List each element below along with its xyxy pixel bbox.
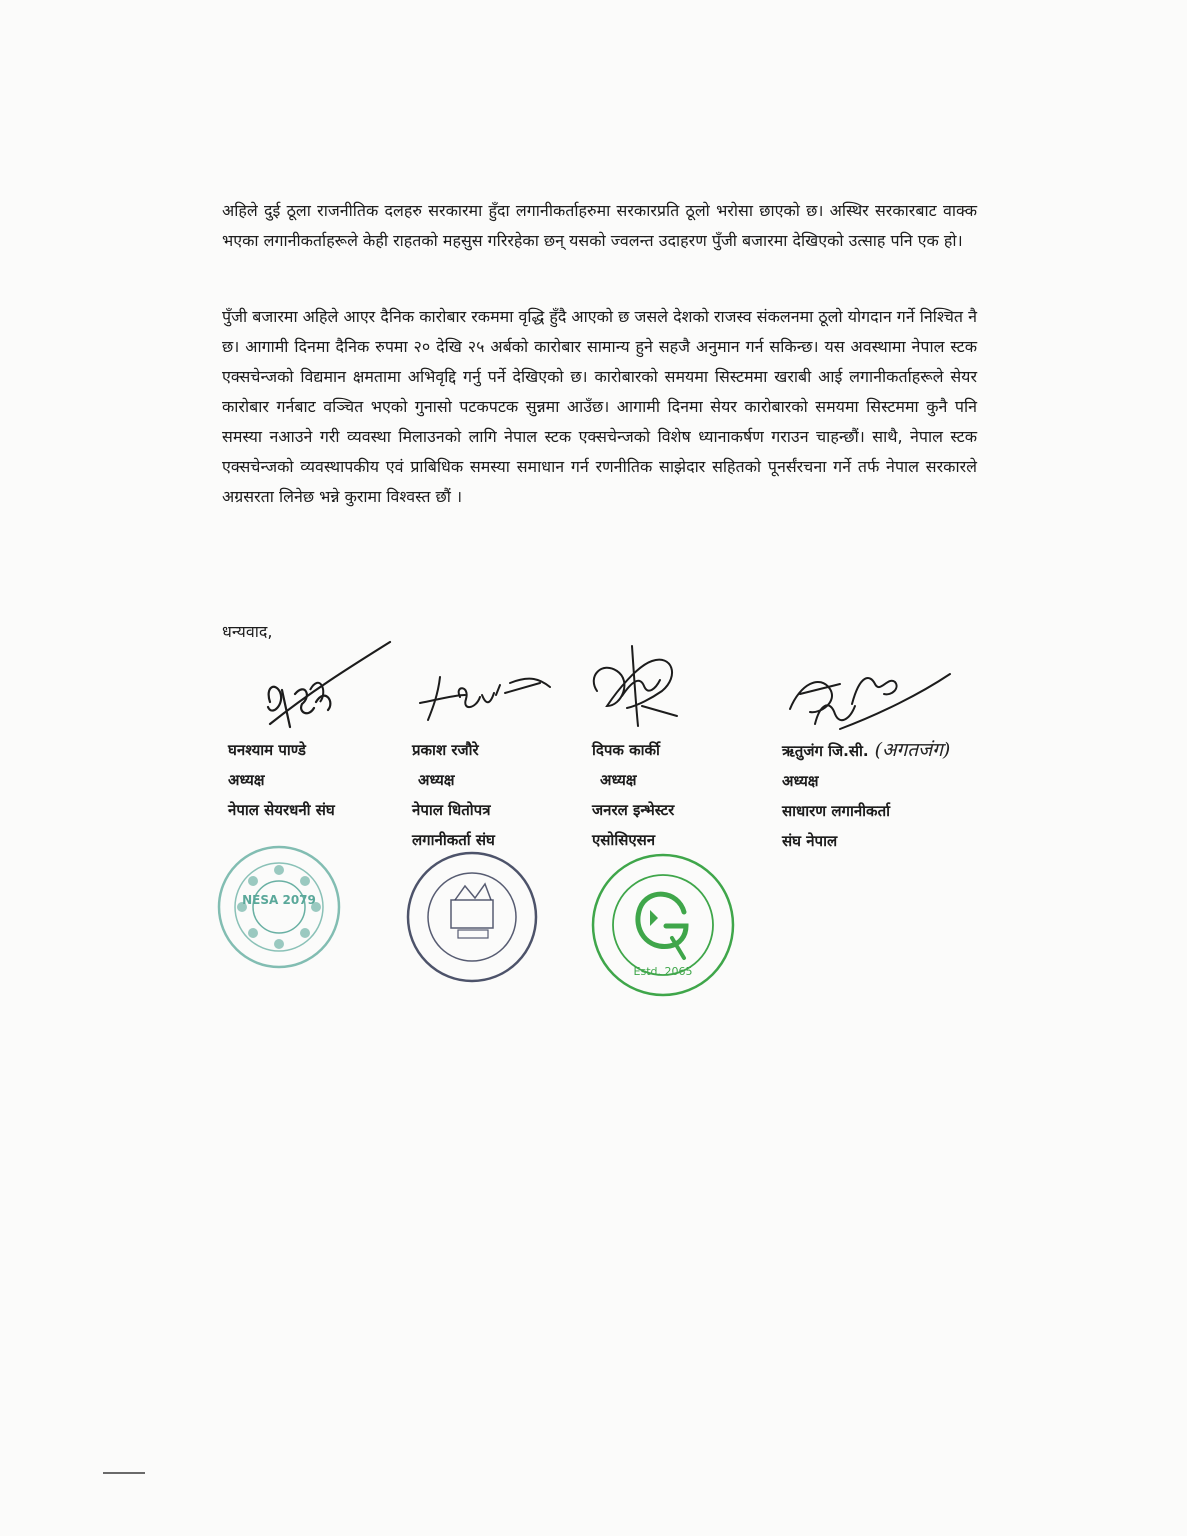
signatory-block-1 <box>228 735 335 825</box>
signatory-block-3 <box>592 735 674 855</box>
footer-rule <box>103 1472 145 1474</box>
signatory-org: लगानीकर्ता संघ <box>412 831 495 849</box>
closing-text: धन्यवाद, <box>222 622 273 641</box>
signature-1 <box>250 632 400 742</box>
signatory-title: अध्यक्ष <box>600 771 637 789</box>
seal-general-investors <box>588 850 738 1000</box>
signature-3 <box>582 636 692 736</box>
signatory-name: दिपक कार्की <box>592 741 660 759</box>
seal-nesa <box>214 842 344 972</box>
signatory-block-2 <box>412 735 495 855</box>
seal-nepal-securities-investors <box>403 848 541 986</box>
paragraph-1: अहिले दुई ठूला राजनीतिक दलहरु सरकारमा हुँदा लगानीकर्ताहरुमा सरकारप्रति ठूलो भरोसा छाएको छ। अस्थिर सरकारबाट वाक्क भएका लगानीकर्ताहरूले केही राहतको महसुस गरिरहेका छन् यसको ज्वलन्त उदाहरण पुँजी बजारमा देखिएको उत्साह पनि एक हो। <box>222 201 977 250</box>
paragraph-2: पुँजी बजारमा अहिले आएर दैनिक कारोबार रकममा वृद्धि हुँदै आएको छ जसले देशको राजस्व संकलनमा ठूलो योगदान गर्ने निश्चित नै छ। आगामी दिनमा दैनिक रुपमा २० देखि २५ अर्बको कारोबार सामान्य हुने सहजै अनुमान गर्न सकिन्छ। यस अवस्थामा नेपाल स्टक एक्सचेन्जको विद्यमान क्षमतामा अभिवृद्दि गर्नु पर्ने देखिएको छ। कारोबारको समयमा सिस्टममा खराबी आई लगानीकर्ताहरूले सेयर कारोबार गर्नबाट वञ्चित भएको गुनासो पटकपटक सुन्नमा आउँछ। आगामी दिनमा सेयर कारोबारको समयमा सिस्टममा कुनै पनि समस्या नआउने गरी व्यवस्था मिलाउनको लागि नेपाल स्टक एक्सचेन्जको विशेष ध्यानाकर्षण गराउन चाहन्छौं। साथै, नेपाल स्टक एक्सचेन्जकाे व्यवस्थापकीय एवं प्राबिधिक समस्या समाधान गर्न रणनीतिक साझेदार सहितकाे पूनर्संरचना गर्ने तर्फ नेपाल सरकारले अग्रसरता लिनेछ भन्ने कुरामा विश्वस्त छाैं । <box>222 307 977 506</box>
signatory-org: नेपाल सेयरधनी संघ <box>228 801 335 819</box>
signatory-name: घनश्याम पाण्डे <box>228 741 306 759</box>
signatory-org: नेपाल धितोपत्र <box>412 801 491 819</box>
signatory-title: अध्यक्ष <box>228 771 265 789</box>
signatory-org: एसोसिएसन <box>592 831 656 849</box>
signatory-name: ऋतुजंग जि.सी. <box>782 742 869 760</box>
signatory-name: प्रकाश रजौरे <box>412 741 479 759</box>
handwritten-note: (अगतजंग) <box>874 739 951 761</box>
signature-4 <box>780 654 960 744</box>
signatory-title: अध्यक्ष <box>782 772 819 790</box>
signatory-block-4 <box>782 735 950 856</box>
seal-center-text: Estd. 2065 <box>633 965 693 978</box>
signatory-org: जनरल इन्भेस्टर <box>592 801 675 819</box>
seal-center-text: NESA 2079 <box>242 893 316 907</box>
signatory-title: अध्यक्ष <box>418 771 455 789</box>
signature-2 <box>410 665 560 735</box>
signatory-org: साधारण लगानीकर्ता <box>782 802 891 820</box>
signatory-org: संघ नेपाल <box>782 832 838 850</box>
